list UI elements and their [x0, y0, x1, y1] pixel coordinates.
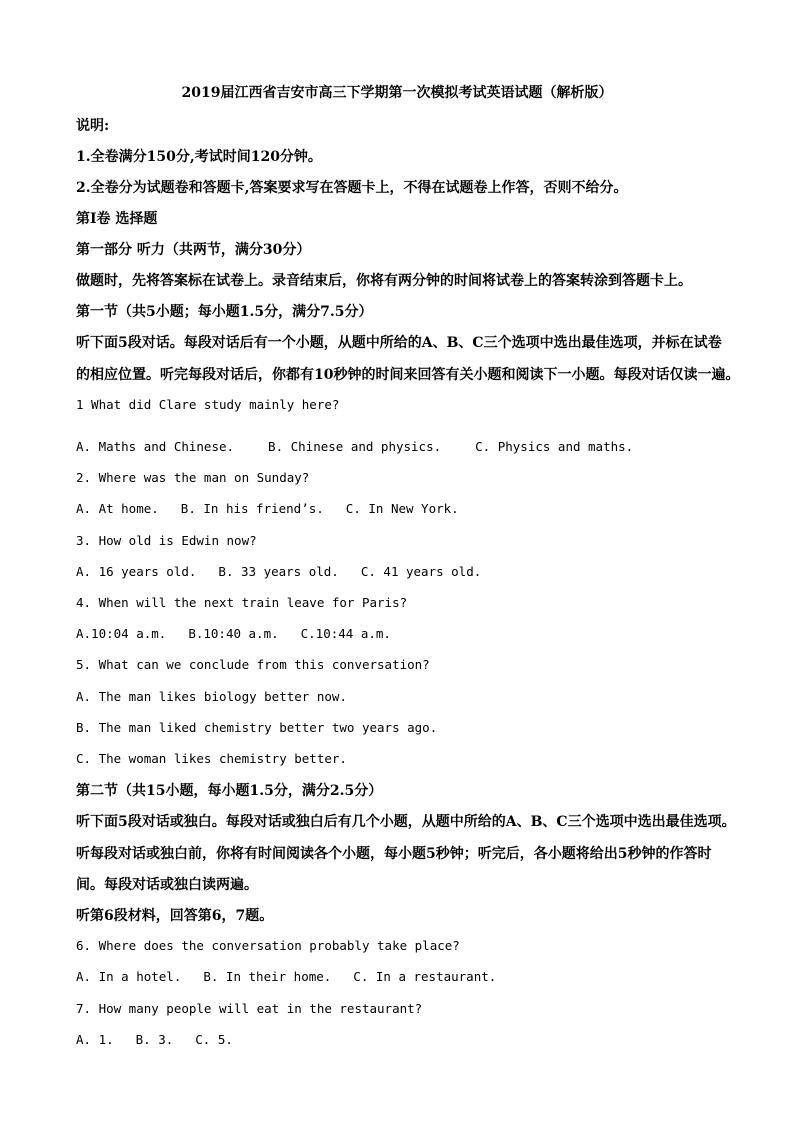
- note-item: 2.全卷分为试题卷和答题卡,答案要求写在答题卡上，不得在试题卷上作答，否则不给分。: [76, 180, 628, 196]
- question-1: 1 What did Clare study mainly here?: [76, 397, 340, 412]
- option-b: B. 3.: [135, 1032, 174, 1047]
- section2-sub-heading: 听第6段材料，回答第6，7题。: [76, 908, 274, 924]
- question-7: 7. How many people will eat in the restaurant?: [76, 1001, 423, 1016]
- option-b: B. Chinese and physics.: [268, 439, 442, 454]
- question-7-options: [76, 1032, 233, 1047]
- option-a: A. 1.: [76, 1032, 114, 1047]
- option-b: B. In their home.: [203, 969, 332, 984]
- option-a: A. In a hotel.: [76, 969, 182, 984]
- question-3: 3. How old is Edwin now?: [76, 533, 257, 548]
- section2-instruction: 听每段对话或独白前，你将有时间阅读各个小题，每小题5秒钟；听完后，各小题将给出5秒钟的作答时: [76, 846, 712, 862]
- option-c: C.10:44 a.m.: [300, 626, 391, 641]
- option-a: A. 16 years old.: [76, 564, 197, 579]
- question-3-options: [76, 564, 481, 579]
- note-heading: 说明:: [76, 118, 110, 134]
- section2-instruction: 间。每段对话或独白读两遍。: [76, 877, 258, 893]
- section2-instruction: 听下面5段对话或独白。每段对话或独白后有几个小题，从题中所给的A、B、C三个选项中选出最佳选项。: [76, 814, 736, 830]
- option-c: C. The woman likes chemistry better.: [76, 751, 347, 766]
- question-2: 2. Where was the man on Sunday?: [76, 470, 310, 485]
- question-2-options: [76, 501, 459, 516]
- section2-heading: 第二节（共15小题，每小题1.5分，满分2.5分）: [76, 783, 383, 799]
- option-b: B. 33 years old.: [218, 564, 339, 579]
- question-6: 6. Where does the conversation probably take place?: [76, 938, 460, 953]
- volume-heading: 第Ⅰ卷 选择题: [76, 211, 158, 227]
- question-6-options: [76, 969, 496, 984]
- option-b: B. The man liked chemistry better two years ago.: [76, 720, 438, 735]
- question-1-options: [76, 439, 633, 454]
- option-c: C. Physics and maths.: [475, 439, 634, 454]
- option-b: B. In his friend’s.: [180, 501, 324, 516]
- option-c: C. 41 years old.: [360, 564, 482, 579]
- note-item: 1.全卷满分150分,考试时间120分钟。: [76, 149, 322, 165]
- question-4-options: [76, 626, 391, 641]
- option-a: A. The man likes biology better now.: [76, 689, 347, 704]
- option-a: A. At home.: [76, 501, 159, 516]
- question-4: 4. When will the next train leave for Paris?: [76, 595, 408, 610]
- page-title: 2019届江西省吉安市高三下学期第一次模拟考试英语试题（解析版）: [181, 85, 613, 101]
- question-5: 5. What can we conclude from this conversation?: [76, 657, 430, 672]
- section1-instruction: 的相应位置。听完每段对话后，你都有10秒钟的时间来回答有关小题和阅读下一小题。每段对话仅读一遍。: [76, 367, 740, 383]
- option-c: C. 5.: [195, 1032, 233, 1047]
- section1-instruction: 听下面5段对话。每段对话后有一个小题，从题中所给的A、B、C三个选项中选出最佳选项，并标在试卷: [76, 335, 722, 351]
- option-a: A. Maths and Chinese.: [76, 439, 235, 454]
- option-a: A.10:04 a.m.: [76, 626, 167, 641]
- option-c: C. In New York.: [345, 501, 459, 516]
- part1-heading: 第一部分 听力（共两节，满分30分）: [76, 242, 311, 258]
- option-b: B.10:40 a.m.: [188, 626, 279, 641]
- option-c: C. In a restaurant.: [353, 969, 497, 984]
- section1-heading: 第一节（共5小题；每小题1.5分，满分7.5分）: [76, 304, 373, 320]
- part1-instruction: 做题时，先将答案标在试卷上。录音结束后，你将有两分钟的时间将试卷上的答案转涂到答题卡上。: [76, 273, 692, 289]
